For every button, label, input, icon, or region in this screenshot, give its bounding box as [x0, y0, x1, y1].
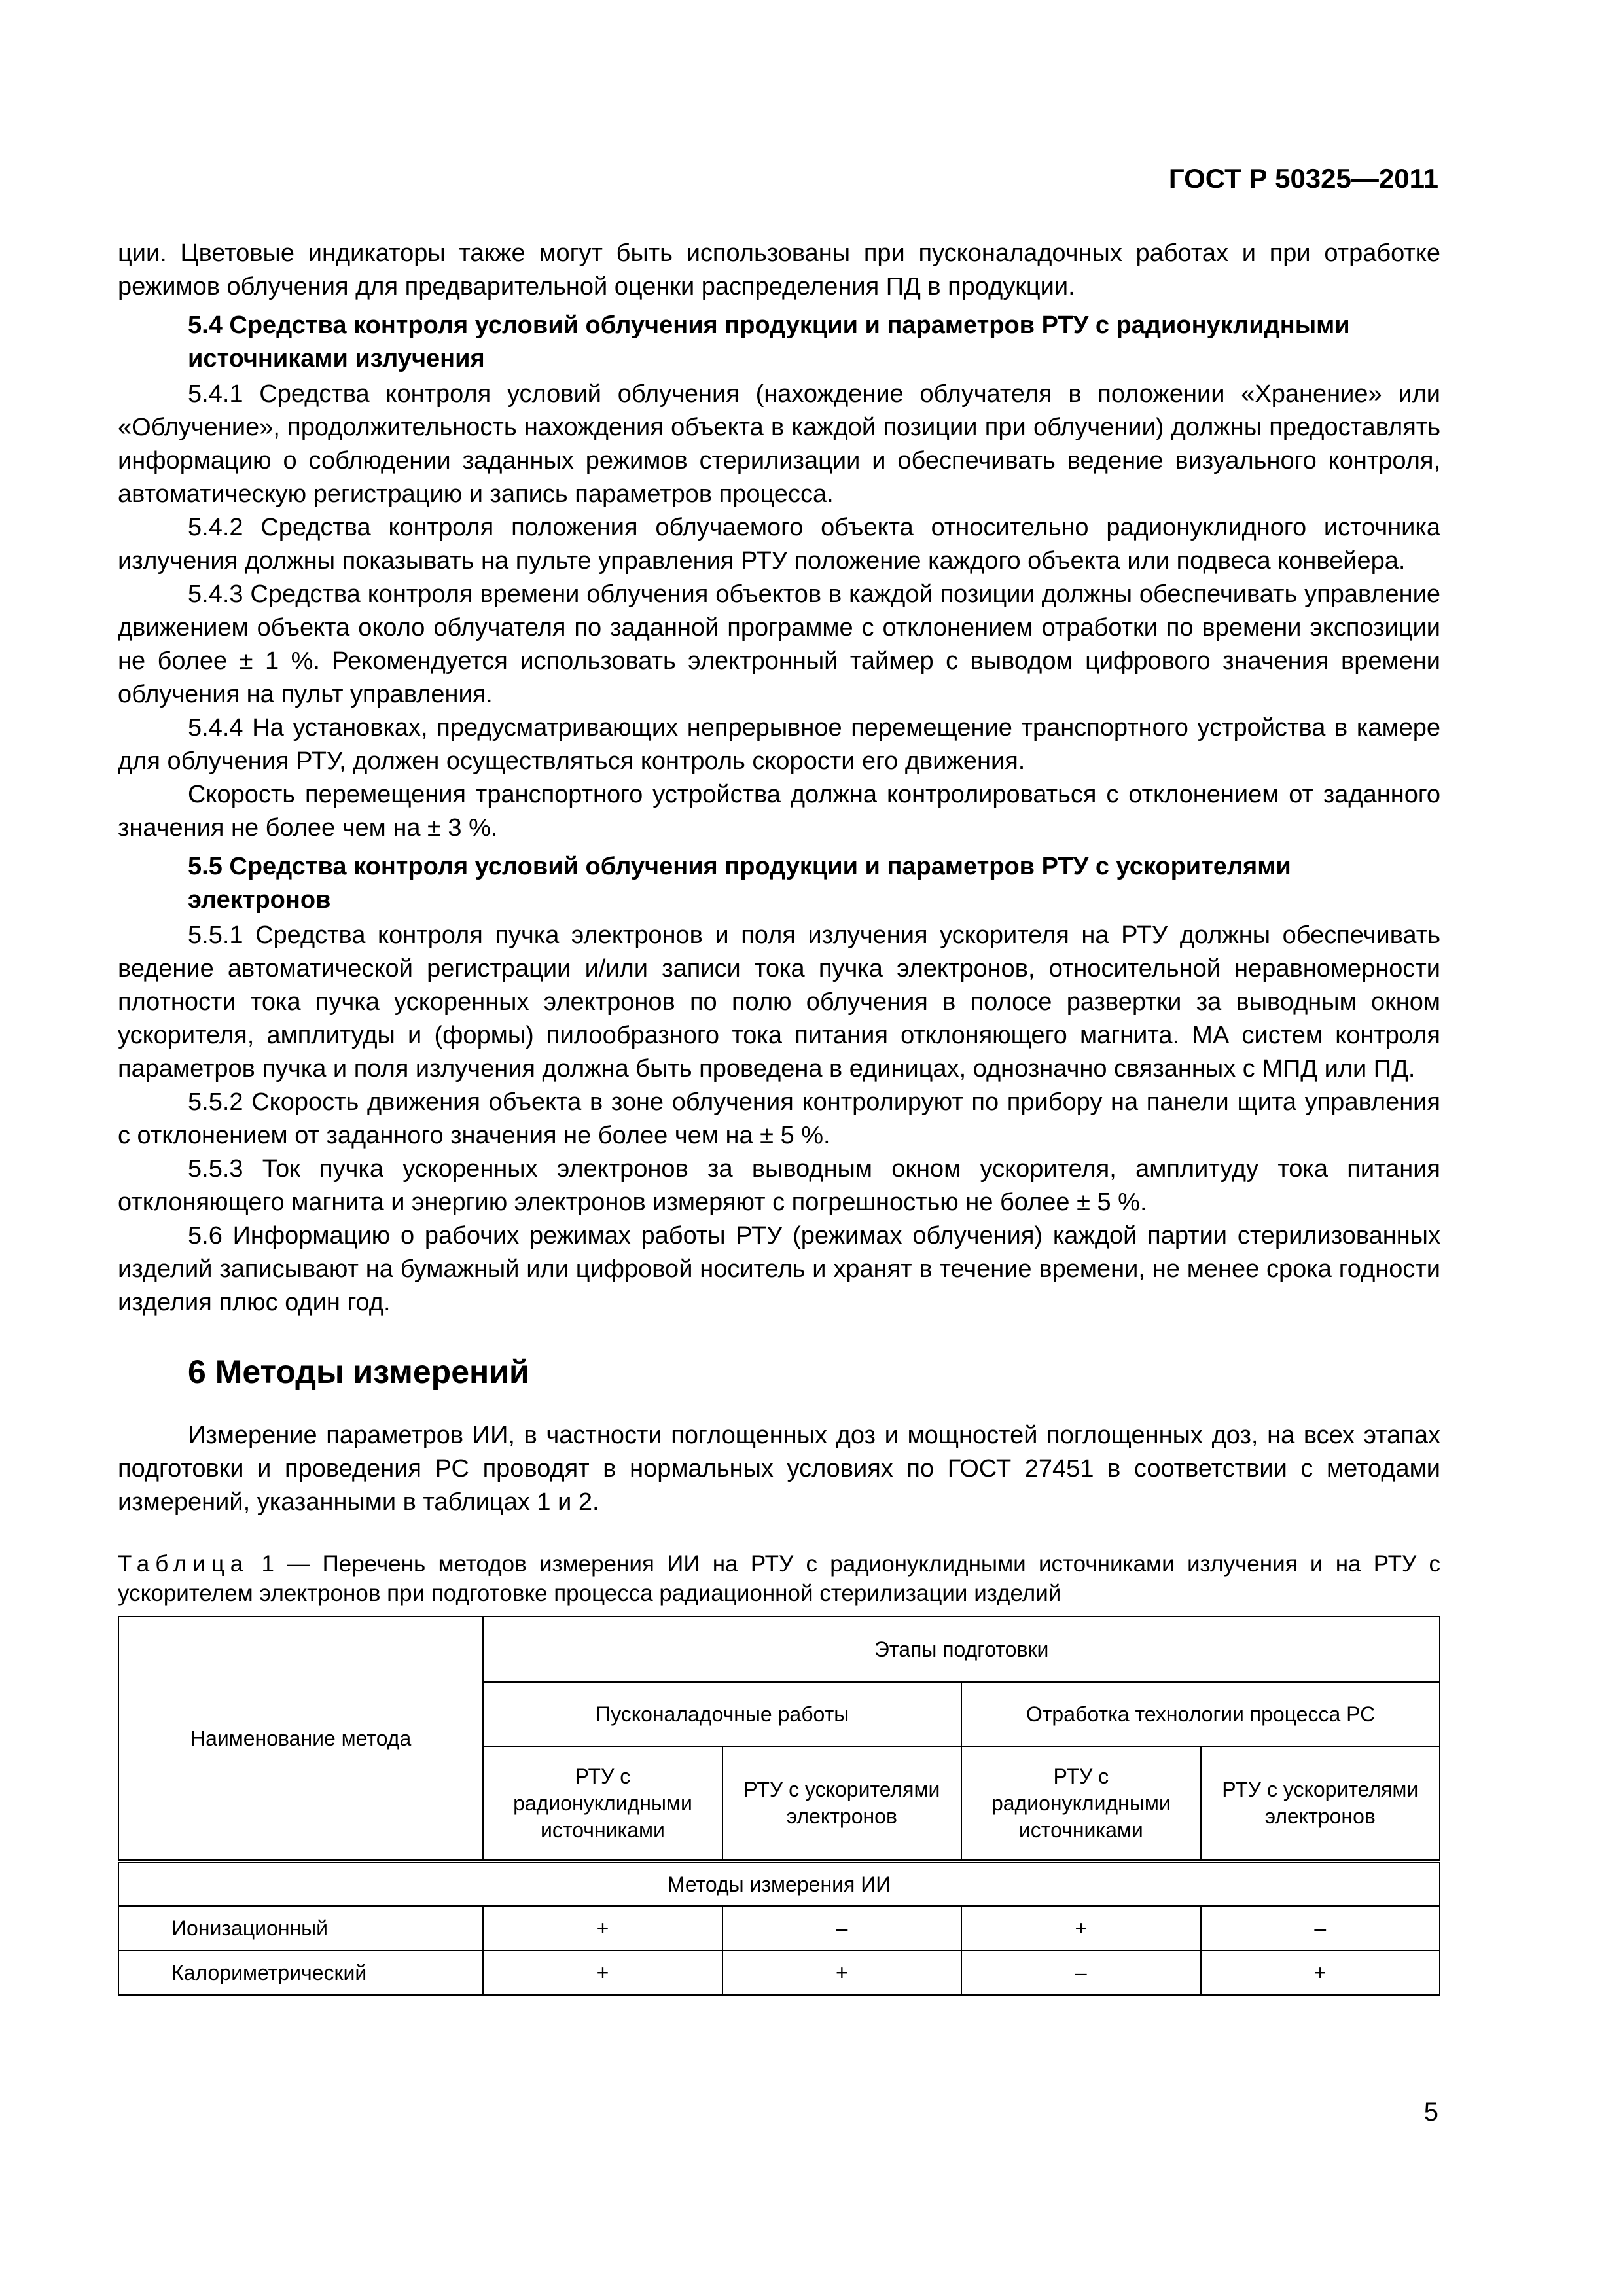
- paragraph-continuation: ции. Цветовые индикаторы также могут быть использованы при пусконаладочных работах и при отработке режимов облучения для предварительной оценки распределения ПД в продукции.: [118, 240, 1440, 300]
- table-cell-mark: –: [961, 1950, 1200, 1995]
- table-cell-mark: +: [483, 1906, 722, 1950]
- header-stage-commissioning: Пусконаладочные работы: [483, 1682, 961, 1746]
- header-sub-column: РТУ с радионуклидными источниками: [483, 1746, 722, 1861]
- paragraph-6: Измерение параметров ИИ, в частности поглощенных доз и мощностей поглощенных доз, на всех этапах подготовки и проведения РС проводят в нормальных условиях по ГОСТ 27451 в соответствии с методами измерений, указанными в таблицах 1 и 2.: [118, 1422, 1440, 1516]
- paragraph-5-4-4: 5.4.4 На установках, предусматривающих непрерывное перемещение транспортного устройства в камере для облучения РТУ, должен осуществляться контроль скорости его движения.: [118, 714, 1440, 775]
- paragraph-5-4-1: 5.4.1 Средства контроля условий облучения (нахождение облучателя в положении «Хранение» или «Облучение», продолжительность нахождения объекта в каждой позиции при облучении) должны предоставлять информацию о соблюдении заданных режимов стерилизации и обеспечивать ведение визуального контроля, автоматическую регистрацию и запись параметров процесса.: [118, 380, 1440, 508]
- header-sub-column: РТУ с радионуклидными источниками: [961, 1746, 1200, 1861]
- table-group-heading: Методы измерения ИИ: [118, 1861, 1440, 1906]
- table-caption: [118, 1549, 1440, 1608]
- table-cell-mark: –: [722, 1906, 961, 1950]
- table-cell-mark: +: [483, 1950, 722, 1995]
- subsection-heading-5-4: 5.4 Средства контроля условий облучения продукции и параметров РТУ с радионуклидными источниками излучения: [188, 312, 1350, 372]
- table-cell-method: Ионизационный: [118, 1906, 483, 1950]
- paragraph-5-4-2: 5.4.2 Средства контроля положения облучаемого объекта относительно радионуклидного источника излучения должны показывать на пульте управления РТУ положение каждого объекта или подвеса конвейера.: [118, 514, 1440, 575]
- header-sub-column: РТУ с ускорителями электронов: [722, 1746, 961, 1861]
- table-cell-mark: +: [1201, 1950, 1440, 1995]
- document-header: ГОСТ Р 50325—2011: [1168, 163, 1438, 194]
- page-content: [118, 237, 1440, 1996]
- paragraph-5-4-4-speed: Скорость перемещения транспортного устройства должна контролироваться с отклонением от заданного значения не более чем на ± 3 %.: [118, 781, 1440, 842]
- header-stage-process-development: Отработка технологии процесса РС: [961, 1682, 1440, 1746]
- table-caption-text: 1 — Перечень методов измерения ИИ на РТУ с радионуклидными источниками излучения и на РТУ с ускорителем электронов при подготовке процесса радиационной стерилизации изделий: [118, 1551, 1440, 1606]
- page-number: 5: [1423, 2098, 1438, 2126]
- table-cell-mark: +: [961, 1906, 1200, 1950]
- section-heading-6: 6 Методы измерений: [188, 1354, 529, 1390]
- table-row: [118, 1906, 1440, 1950]
- paragraph-5-4-3: 5.4.3 Средства контроля времени облучения объектов в каждой позиции должны обеспечивать управление движением объекта около облучателя по заданной программе с отклонением отработки по времени экспозиции не более ± 1 %. Рекомендуется использовать электронный таймер с выводом цифрового значения времени облучения на пульт управления.: [118, 581, 1440, 708]
- header-stages: Этапы подготовки: [483, 1617, 1440, 1682]
- table-cell-mark: –: [1201, 1906, 1440, 1950]
- paragraph-5-5-3: 5.5.3 Ток пучка ускоренных электронов за выводным окном ускорителя, амплитуду тока питания отклоняющего магнита и энергию электронов измеряют с погрешностью не более ± 5 %.: [118, 1155, 1440, 1216]
- subsection-heading-5-5: 5.5 Средства контроля условий облучения продукции и параметров РТУ с ускорителями электронов: [188, 853, 1291, 914]
- methods-table: [118, 1616, 1440, 1996]
- header-sub-column: РТУ с ускорителями электронов: [1201, 1746, 1440, 1861]
- table-cell-method: Калориметрический: [118, 1950, 483, 1995]
- paragraph-5-5-2: 5.5.2 Скорость движения объекта в зоне облучения контролируют по прибору на панели щита управления с отклонением от заданного значения не более чем на ± 5 %.: [118, 1088, 1440, 1149]
- table-row: [118, 1950, 1440, 1995]
- paragraph-5-5-1: 5.5.1 Средства контроля пучка электронов и поля излучения ускорителя на РТУ должны обеспечивать ведение автоматической регистрации и/или записи тока пучка электронов, относительной неравномерности плотности тока пучка ускоренных электронов по полю облучения в полосе развертки за выводным окном ускорителя, амплитуды и (формы) пилообразного тока питания отклоняющего магнита. МА систем контроля параметров пучка и поля излучения должна быть проведена в единицах, однозначно связанных с МПД или ПД.: [118, 922, 1440, 1083]
- header-method-name: Наименование метода: [118, 1617, 483, 1861]
- paragraph-5-6: 5.6 Информацию о рабочих режимах работы РТУ (режимах облучения) каждой партии стерилизованных изделий записывают на бумажный или цифровой носитель и хранят в течение времени, не менее срока годности изделия плюс один год.: [118, 1222, 1440, 1316]
- table-cell-mark: +: [722, 1950, 961, 1995]
- table-caption-label: Таблица: [118, 1551, 249, 1577]
